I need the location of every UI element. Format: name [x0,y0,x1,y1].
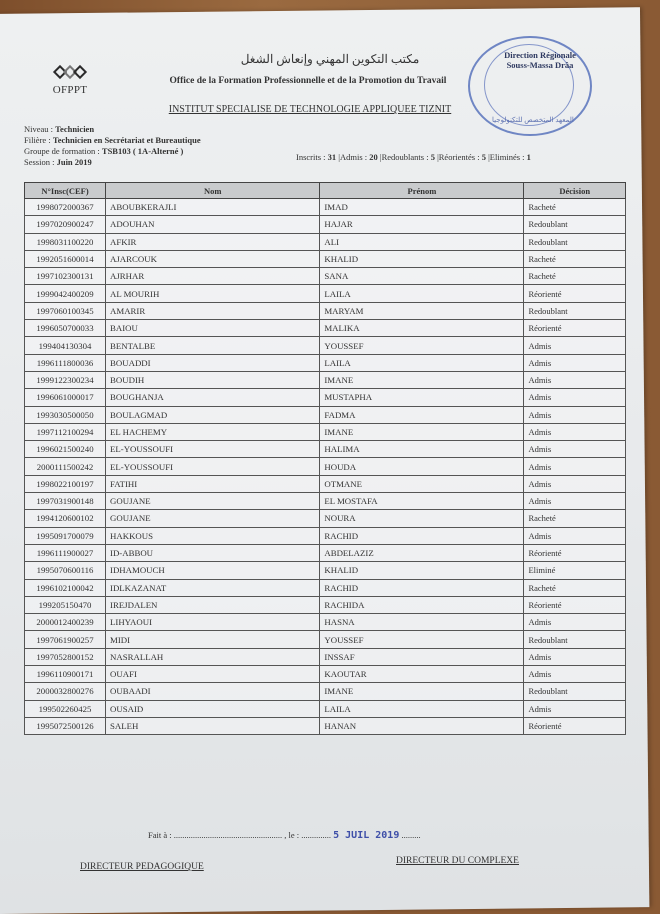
reorientes-count: 5 [481,152,486,162]
nom-cell: MIDI [106,631,320,648]
table-row [25,406,626,423]
decision-cell: Racheté [524,268,626,285]
institut-title: INSTITUT SPECIALISE DE TECHNOLOGIE APPLIQUEE TIZNIT [168,104,452,115]
table-row [25,475,626,492]
logo-text: OFPPT [52,84,88,96]
decision-cell: Admis [524,614,626,631]
prenom-cell: LAILA [320,285,524,302]
table-row [25,337,626,354]
groupe-line [24,146,201,157]
cef-cell: 1997102300131 [25,268,106,285]
table-row [25,441,626,458]
redoublants-label: |Redoublants : [379,152,429,162]
table-row [25,510,626,527]
cef-cell: 1997060100345 [25,302,106,319]
fait-blank: ................................................... [173,830,283,840]
prenom-cell: EL MOSTAFA [320,493,524,510]
prenom-cell: KHALID [320,562,524,579]
signature-directeur-pedagogique: DIRECTEUR PEDAGOGIQUE [80,862,204,872]
table-row [25,371,626,388]
prenom-cell: LAILA [320,700,524,717]
column-header-nom: Nom [106,183,320,199]
column-header-cef: N°Insc(CEF) [25,183,106,199]
redoublants-count: 5 [430,152,435,162]
table-row [25,544,626,561]
nom-cell: BAIOU [106,320,320,337]
nom-cell: BOUDIH [106,371,320,388]
official-stamp [468,36,592,136]
decision-cell: Admis [524,337,626,354]
cef-cell: 1996111800036 [25,354,106,371]
prenom-cell: RACHID [320,579,524,596]
table-row [25,320,626,337]
prenom-cell: IMANE [320,371,524,388]
prenom-cell: YOUSSEF [320,631,524,648]
prenom-cell: HAJAR [320,216,524,233]
cef-cell: 1999042400209 [25,285,106,302]
signature-directeur-complexe: DIRECTEUR DU COMPLEXE [396,856,519,866]
prenom-cell: RACHID [320,527,524,544]
table-row [25,389,626,406]
prenom-cell: RACHIDA [320,596,524,613]
cef-cell: 1998072000367 [25,199,106,216]
office-title: Office de la Formation Professionnelle et de la Promotion du Travail [169,76,447,86]
table-row [25,683,626,700]
reorientes-label: |Réorientés : [437,152,480,162]
decision-cell: Racheté [524,199,626,216]
nom-cell: BOUADDI [106,354,320,371]
decision-cell: Redoublant [524,216,626,233]
cef-cell: 1995070600116 [25,562,106,579]
le-blank-after: ......... [401,830,421,840]
decision-cell: Admis [524,389,626,406]
inscrits-label: Inscrits : [296,152,326,162]
table-body [25,199,626,735]
le-label: , le : [284,830,300,840]
prenom-cell: OTMANE [320,475,524,492]
cef-cell: 1998022100197 [25,475,106,492]
table-row [25,648,626,665]
nom-cell: BENTALBE [106,337,320,354]
prenom-cell: FADMA [320,406,524,423]
elimines-count: 1 [526,152,531,162]
prenom-cell: IMANE [320,423,524,440]
table-row [25,614,626,631]
elimines-label: |Eliminés : [488,152,525,162]
table-header-row [25,183,626,199]
decision-cell: Réorienté [524,285,626,302]
table-row [25,458,626,475]
decision-cell: Réorienté [524,717,626,734]
nom-cell: ABOUBKERAJLI [106,199,320,216]
cef-cell: 2000012400239 [25,614,106,631]
session-line [24,157,201,168]
prenom-cell: ALI [320,233,524,250]
decision-cell: Admis [524,406,626,423]
prenom-cell: IMAD [320,199,524,216]
prenom-cell: HOUDA [320,458,524,475]
groupe-value: TSB103 ( 1A-Alterné ) [101,146,184,156]
prenom-cell: HANAN [320,717,524,734]
table-row [25,268,626,285]
prenom-cell: MUSTAPHA [320,389,524,406]
prenom-cell: NOURA [320,510,524,527]
nom-cell: OUSAID [106,700,320,717]
prenom-cell: ABDELAZIZ [320,544,524,561]
prenom-cell: HASNA [320,614,524,631]
cef-cell: 1993030500050 [25,406,106,423]
cef-cell: 1996102100042 [25,579,106,596]
nom-cell: AFKIR [106,233,320,250]
table-row [25,700,626,717]
nom-cell: SALEH [106,717,320,734]
decision-cell: Redoublant [524,683,626,700]
cef-cell: 1996110900171 [25,666,106,683]
cef-cell: 1997020900247 [25,216,106,233]
table-row [25,250,626,267]
groupe-label: Groupe de formation : [24,146,100,156]
prenom-cell: HALIMA [320,441,524,458]
cef-cell: 1997061900257 [25,631,106,648]
column-header-decision: Décision [524,183,626,199]
decision-cell: Redoublant [524,302,626,319]
nom-cell: OUAFI [106,666,320,683]
niveau-value: Technicien [55,124,95,134]
cef-cell: 1997052800152 [25,648,106,665]
column-header-prenom: Prénom [320,183,524,199]
cef-cell: 2000032800276 [25,683,106,700]
nom-cell: IDHAMOUCH [106,562,320,579]
fait-line [148,830,421,841]
table-row [25,423,626,440]
fait-label: Fait à : [148,830,172,840]
nom-cell: ADOUHAN [106,216,320,233]
cef-cell: 1996111900027 [25,544,106,561]
decision-cell: Admis [524,648,626,665]
prenom-cell: KHALID [320,250,524,267]
prenom-cell: SANA [320,268,524,285]
prenom-cell: INSSAF [320,648,524,665]
prenom-cell: IMANE [320,683,524,700]
niveau-line [24,124,201,135]
nom-cell: ID-ABBOU [106,544,320,561]
decision-cell: Racheté [524,579,626,596]
decision-cell: Redoublant [524,631,626,648]
nom-cell: AMARIR [106,302,320,319]
decision-cell: Racheté [524,510,626,527]
decision-cell: Admis [524,354,626,371]
nom-cell: AJARCOUK [106,250,320,267]
decision-cell: Réorienté [524,544,626,561]
table-row [25,717,626,734]
decision-cell: Admis [524,371,626,388]
table-row [25,562,626,579]
decision-cell: Réorienté [524,596,626,613]
session-label: Session : [24,157,55,167]
cef-cell: 1997112100294 [25,423,106,440]
nom-cell: HAKKOUS [106,527,320,544]
le-blank: .............. [301,830,331,840]
table-row [25,199,626,216]
nom-cell: IDLKAZANAT [106,579,320,596]
decision-cell: Admis [524,475,626,492]
nom-cell: AL MOURIH [106,285,320,302]
table-row [25,631,626,648]
cef-cell: 1996061000017 [25,389,106,406]
ofppt-diamonds-icon [46,66,94,82]
niveau-label: Niveau : [24,124,54,134]
decision-cell: Racheté [524,250,626,267]
table-row [25,354,626,371]
decision-cell: Admis [524,527,626,544]
decision-cell: Admis [524,441,626,458]
decision-cell: Eliminé [524,562,626,579]
nom-cell: LIHYAOUI [106,614,320,631]
date-stamp: 5 JUIL 2019 [333,830,400,841]
table-row [25,285,626,302]
cef-cell: 1996021500240 [25,441,106,458]
cef-cell: 1994120600102 [25,510,106,527]
stamp-line-2: Souss-Massa Drâa [506,60,574,70]
cef-cell: 1995091700079 [25,527,106,544]
nom-cell: EL HACHEMY [106,423,320,440]
cef-cell: 199404130304 [25,337,106,354]
cef-cell: 1998031100220 [25,233,106,250]
decision-cell: Admis [524,700,626,717]
decision-cell: Admis [524,423,626,440]
prenom-cell: KAOUTAR [320,666,524,683]
cef-cell: 1992051600014 [25,250,106,267]
cef-cell: 2000111500242 [25,458,106,475]
prenom-cell: MALIKA [320,320,524,337]
results-table [24,182,626,735]
cef-cell: 1997031900148 [25,493,106,510]
summary-counts [296,152,531,162]
nom-cell: NASRALLAH [106,648,320,665]
nom-cell: FATIHI [106,475,320,492]
cef-cell: 1999122300234 [25,371,106,388]
decision-cell: Admis [524,666,626,683]
admis-label: |Admis : [338,152,368,162]
arabic-title: مكتب التكوين المهني وإنعاش الشغل [240,52,420,66]
decision-cell: Admis [524,458,626,475]
table-row [25,579,626,596]
table-row [25,493,626,510]
nom-cell: BOUGHANJA [106,389,320,406]
cef-cell: 1996050700033 [25,320,106,337]
filiere-label: Filière : [24,135,51,145]
table-row [25,527,626,544]
stamp-line-1: Direction Régionale [504,50,576,60]
stamp-text [490,50,590,70]
nom-cell: EL-YOUSSOUFI [106,458,320,475]
nom-cell: GOUJANE [106,510,320,527]
nom-cell: IREJDALEN [106,596,320,613]
decision-cell: Réorienté [524,320,626,337]
decision-cell: Admis [524,493,626,510]
table-row [25,666,626,683]
inscrits-count: 31 [327,152,337,162]
table-row [25,233,626,250]
nom-cell: AJRHAR [106,268,320,285]
filiere-value: Technicien en Secrétariat et Bureautique [52,135,201,145]
ofppt-logo [46,66,94,96]
prenom-cell: LAILA [320,354,524,371]
table-row [25,216,626,233]
stamp-arabic: المعهد المتخصص للتكنولوجيا [492,116,574,124]
group-info [24,124,201,168]
filiere-line [24,135,201,146]
session-value: Juin 2019 [56,157,92,167]
prenom-cell: MARYAM [320,302,524,319]
decision-cell: Redoublant [524,233,626,250]
cef-cell: 1995072500126 [25,717,106,734]
table-row [25,302,626,319]
cef-cell: 199205150470 [25,596,106,613]
nom-cell: BOULAGMAD [106,406,320,423]
admis-count: 20 [369,152,378,162]
cef-cell: 199502260425 [25,700,106,717]
table-row [25,596,626,613]
prenom-cell: YOUSSEF [320,337,524,354]
nom-cell: OUBAADI [106,683,320,700]
nom-cell: GOUJANE [106,493,320,510]
nom-cell: EL-YOUSSOUFI [106,441,320,458]
